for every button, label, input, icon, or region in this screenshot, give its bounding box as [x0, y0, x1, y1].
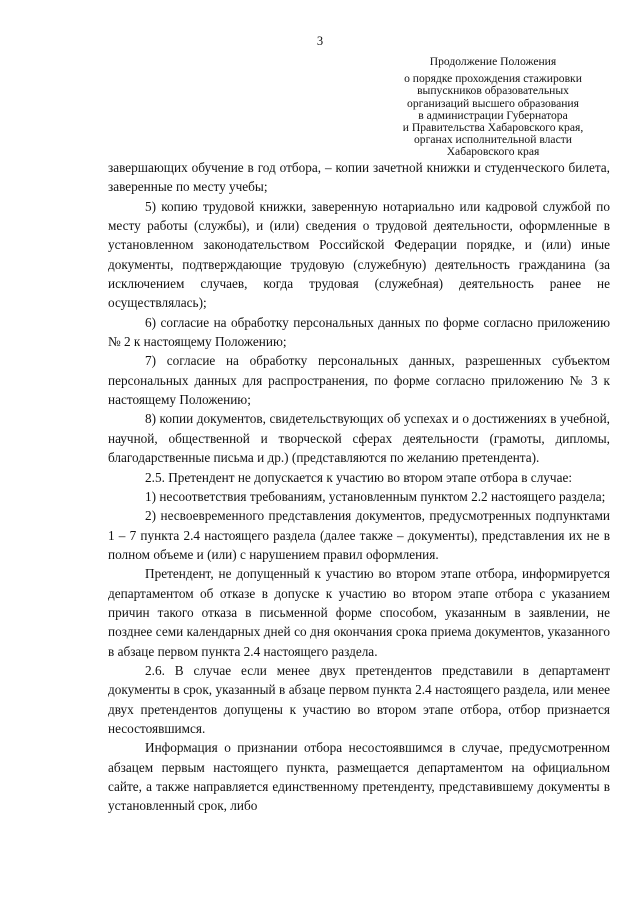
paragraph: 2) несвоевременного представления документов, предусмотренных подпунктами 1 – 7 пункта 2.4 настоящего раздела (далее также – документы), представления их не в полном объеме и (или) с нарушением правил оформления. [108, 508, 610, 562]
paragraph: 1) несоответствия требованиям, установленным пунктом 2.2 настоящего раздела; [145, 488, 606, 504]
paragraph: 5) копию трудовой книжки, заверенную нотариально или кадровой службой по месту работы (службы), и (или) сведения о трудовой деятельности, оформленные в установленном законодательством Российской Федерации порядке, и (или) иные документы, подтверждающие трудовую (служебную) деятельность гражданина (за исключением случаев, когда трудовая (служебная) деятельность ранее не осуществлялась); [108, 198, 610, 311]
document-body [108, 158, 610, 816]
header-line: выпускников образовательных [417, 84, 569, 98]
paragraph: 2.5. Претендент не допускается к участию во втором этапе отбора в случае: [145, 469, 573, 485]
paragraph: 6) согласие на обработку персональных данных по форме согласно приложению № 2 к настоящему Положению; [108, 314, 610, 350]
paragraph: завершающих обучение в год отбора, – копии зачетной книжки и студенческого билета, заверенные по месту учебы; [108, 160, 610, 195]
paragraph: 7) согласие на обработку персональных данных, разрешенных субъектом персональных данных для распространения, по форме согласно приложению № 3 к настоящему Положению; [108, 353, 610, 408]
header-line: органах исполнительной власти [414, 133, 572, 147]
paragraph: Информация о признании отбора несостоявшимся в случае, предусмотренном абзацем первым настоящего пункта, размещается департаментом на официальном сайте, а также направляется единственному претенденту, представившему документы в установленный срок, либо [108, 740, 610, 814]
paragraph: 2.6. В случае если менее двух претендентов представили в департамент документы в срок, указанный в абзаце первом пункта 2.4 настоящего раздела, или менее двух претендентов допущены к участию во втором этапе отбора, отбор признается несостоявшимся. [108, 662, 610, 736]
paragraph: Претендент, не допущенный к участию во втором этапе отбора, информируется департаментом об отказе в допуске к участию во втором этапе отбора с указанием причин такого отказа в письменной форме способом, указанным в заявлении, не позднее семи календарных дней со дня окончания срока приема документов, указанного в абзаце первом пункта 2.4 настоящего раздела. [108, 566, 610, 659]
document-header [376, 56, 610, 159]
header-line: в администрации Губернатора [418, 108, 568, 122]
header-line: Продолжение Положения [429, 55, 557, 68]
header-line: о порядке прохождения стажировки [404, 72, 582, 86]
paragraph: 8) копии документов, свидетельствующих об успехах и о достижениях в учебной, научной, общественной и творческой сферах деятельности (грамоты, дипломы, благодарственные письма и др.) (представляются по желанию претендента). [108, 411, 610, 466]
page-number: 3 [316, 34, 324, 48]
header-line: Хабаровского края [446, 145, 540, 159]
header-line: организаций высшего образования [407, 96, 579, 110]
header-line: и Правительства Хабаровского края, [402, 121, 584, 135]
